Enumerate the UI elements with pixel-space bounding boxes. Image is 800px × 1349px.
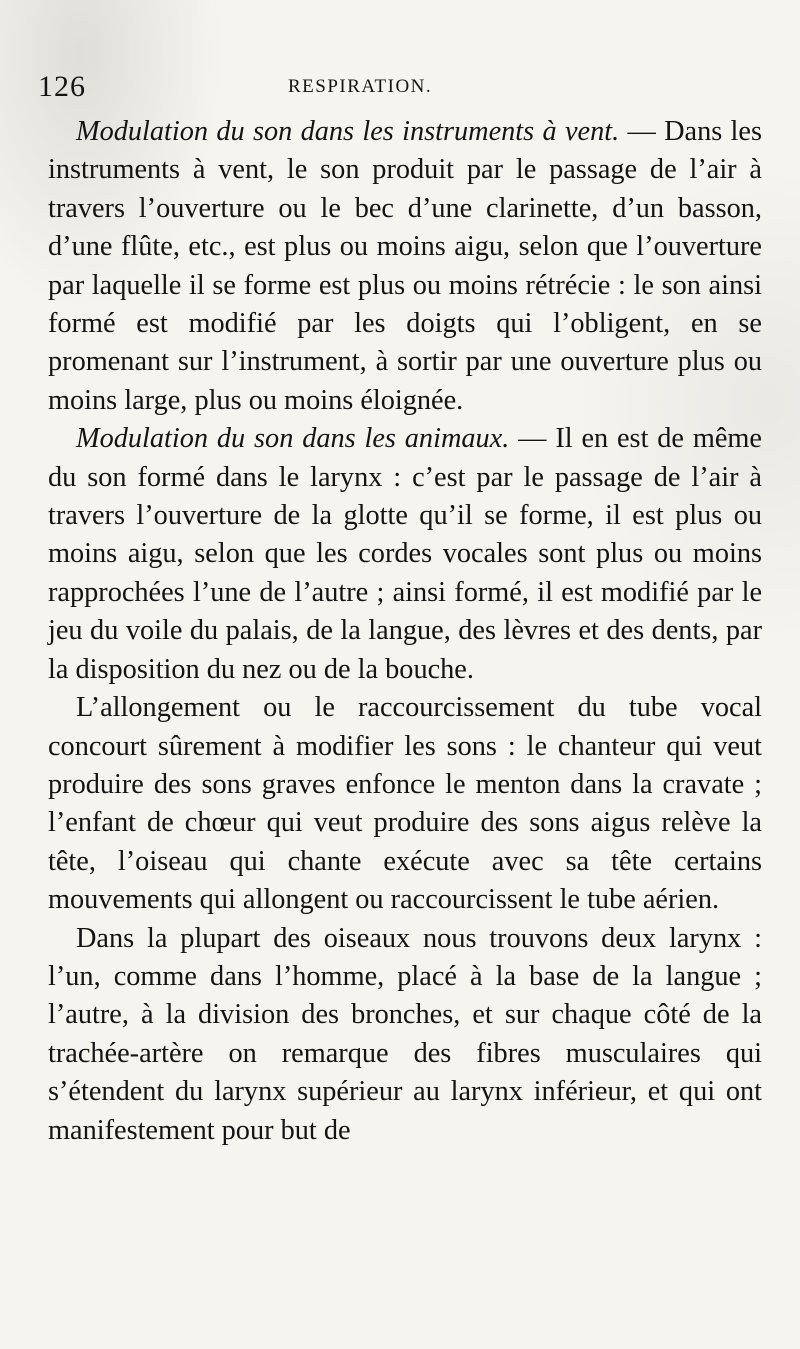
heading-dash: — [619, 116, 665, 147]
section-heading-animaux: Modulation du son dans les animaux. [76, 423, 510, 455]
paragraph-animaux [48, 420, 762, 689]
paragraph-text: Dans la plupart des oiseaux nous trouvons deux larynx : l’un, comme dans l’homme, placé à la base de la langue ; l’autre, à la division des bronches, et sur chaque côté de la trachée-artère on remarque des fibres musculaires qui s’étendent du larynx supérieur au larynx inférieur, et qui ont manifestement pour but de [48, 922, 762, 1146]
page-number: 126 [38, 70, 86, 103]
paragraph-text: Dans les instruments à vent, le son produit par le passage de l’air à travers l’ouverture ou le bec d’une clarinette, d’un basson, d’une flûte, etc., est plus ou moins aigu, selon que l’ouverture par laquelle il se forme est plus ou moins rétrécie : le son ainsi formé est modifié par les doigts qui l’obligent, en se promenant sur l’instrument, à sortir par une ouverture plus ou moins large, plus ou moins éloignée. [48, 116, 762, 416]
paragraph-oiseaux [48, 920, 762, 1150]
paragraph-text: Il en est de même du son formé dans le larynx : c’est par le passage de l’air à travers l’ouverture de la glotte qu’il se forme, il est plus ou moins aigu, selon que les cordes vocales sont plus ou moins rapprochées l’une de l’autre ; ainsi formé, il est modifié par le jeu du voile du palais, de la langue, des lèvres et des dents, par la disposition du nez ou de la bouche. [48, 423, 762, 685]
body-text [48, 113, 762, 1150]
running-head: RESPIRATION. [288, 76, 433, 97]
section-heading-instruments: Modulation du son dans les instruments à vent. [76, 116, 620, 147]
heading-dash: — [509, 423, 556, 455]
paragraph-instruments [48, 113, 762, 420]
page-header [38, 64, 758, 104]
paragraph-tube-vocal [48, 689, 762, 919]
paragraph-text: L’allongement ou le raccourcissement du tube vocal concourt sûrement à modifier les sons : le chanteur qui veut produire des sons graves enfonce le menton dans la cravate ; l’enfant de chœur qui veut produire des sons aigus relève la tête, l’oiseau qui chante exécute avec sa tête certains mouvements qui allongent ou raccourcissent le tube aérien. [48, 692, 762, 916]
